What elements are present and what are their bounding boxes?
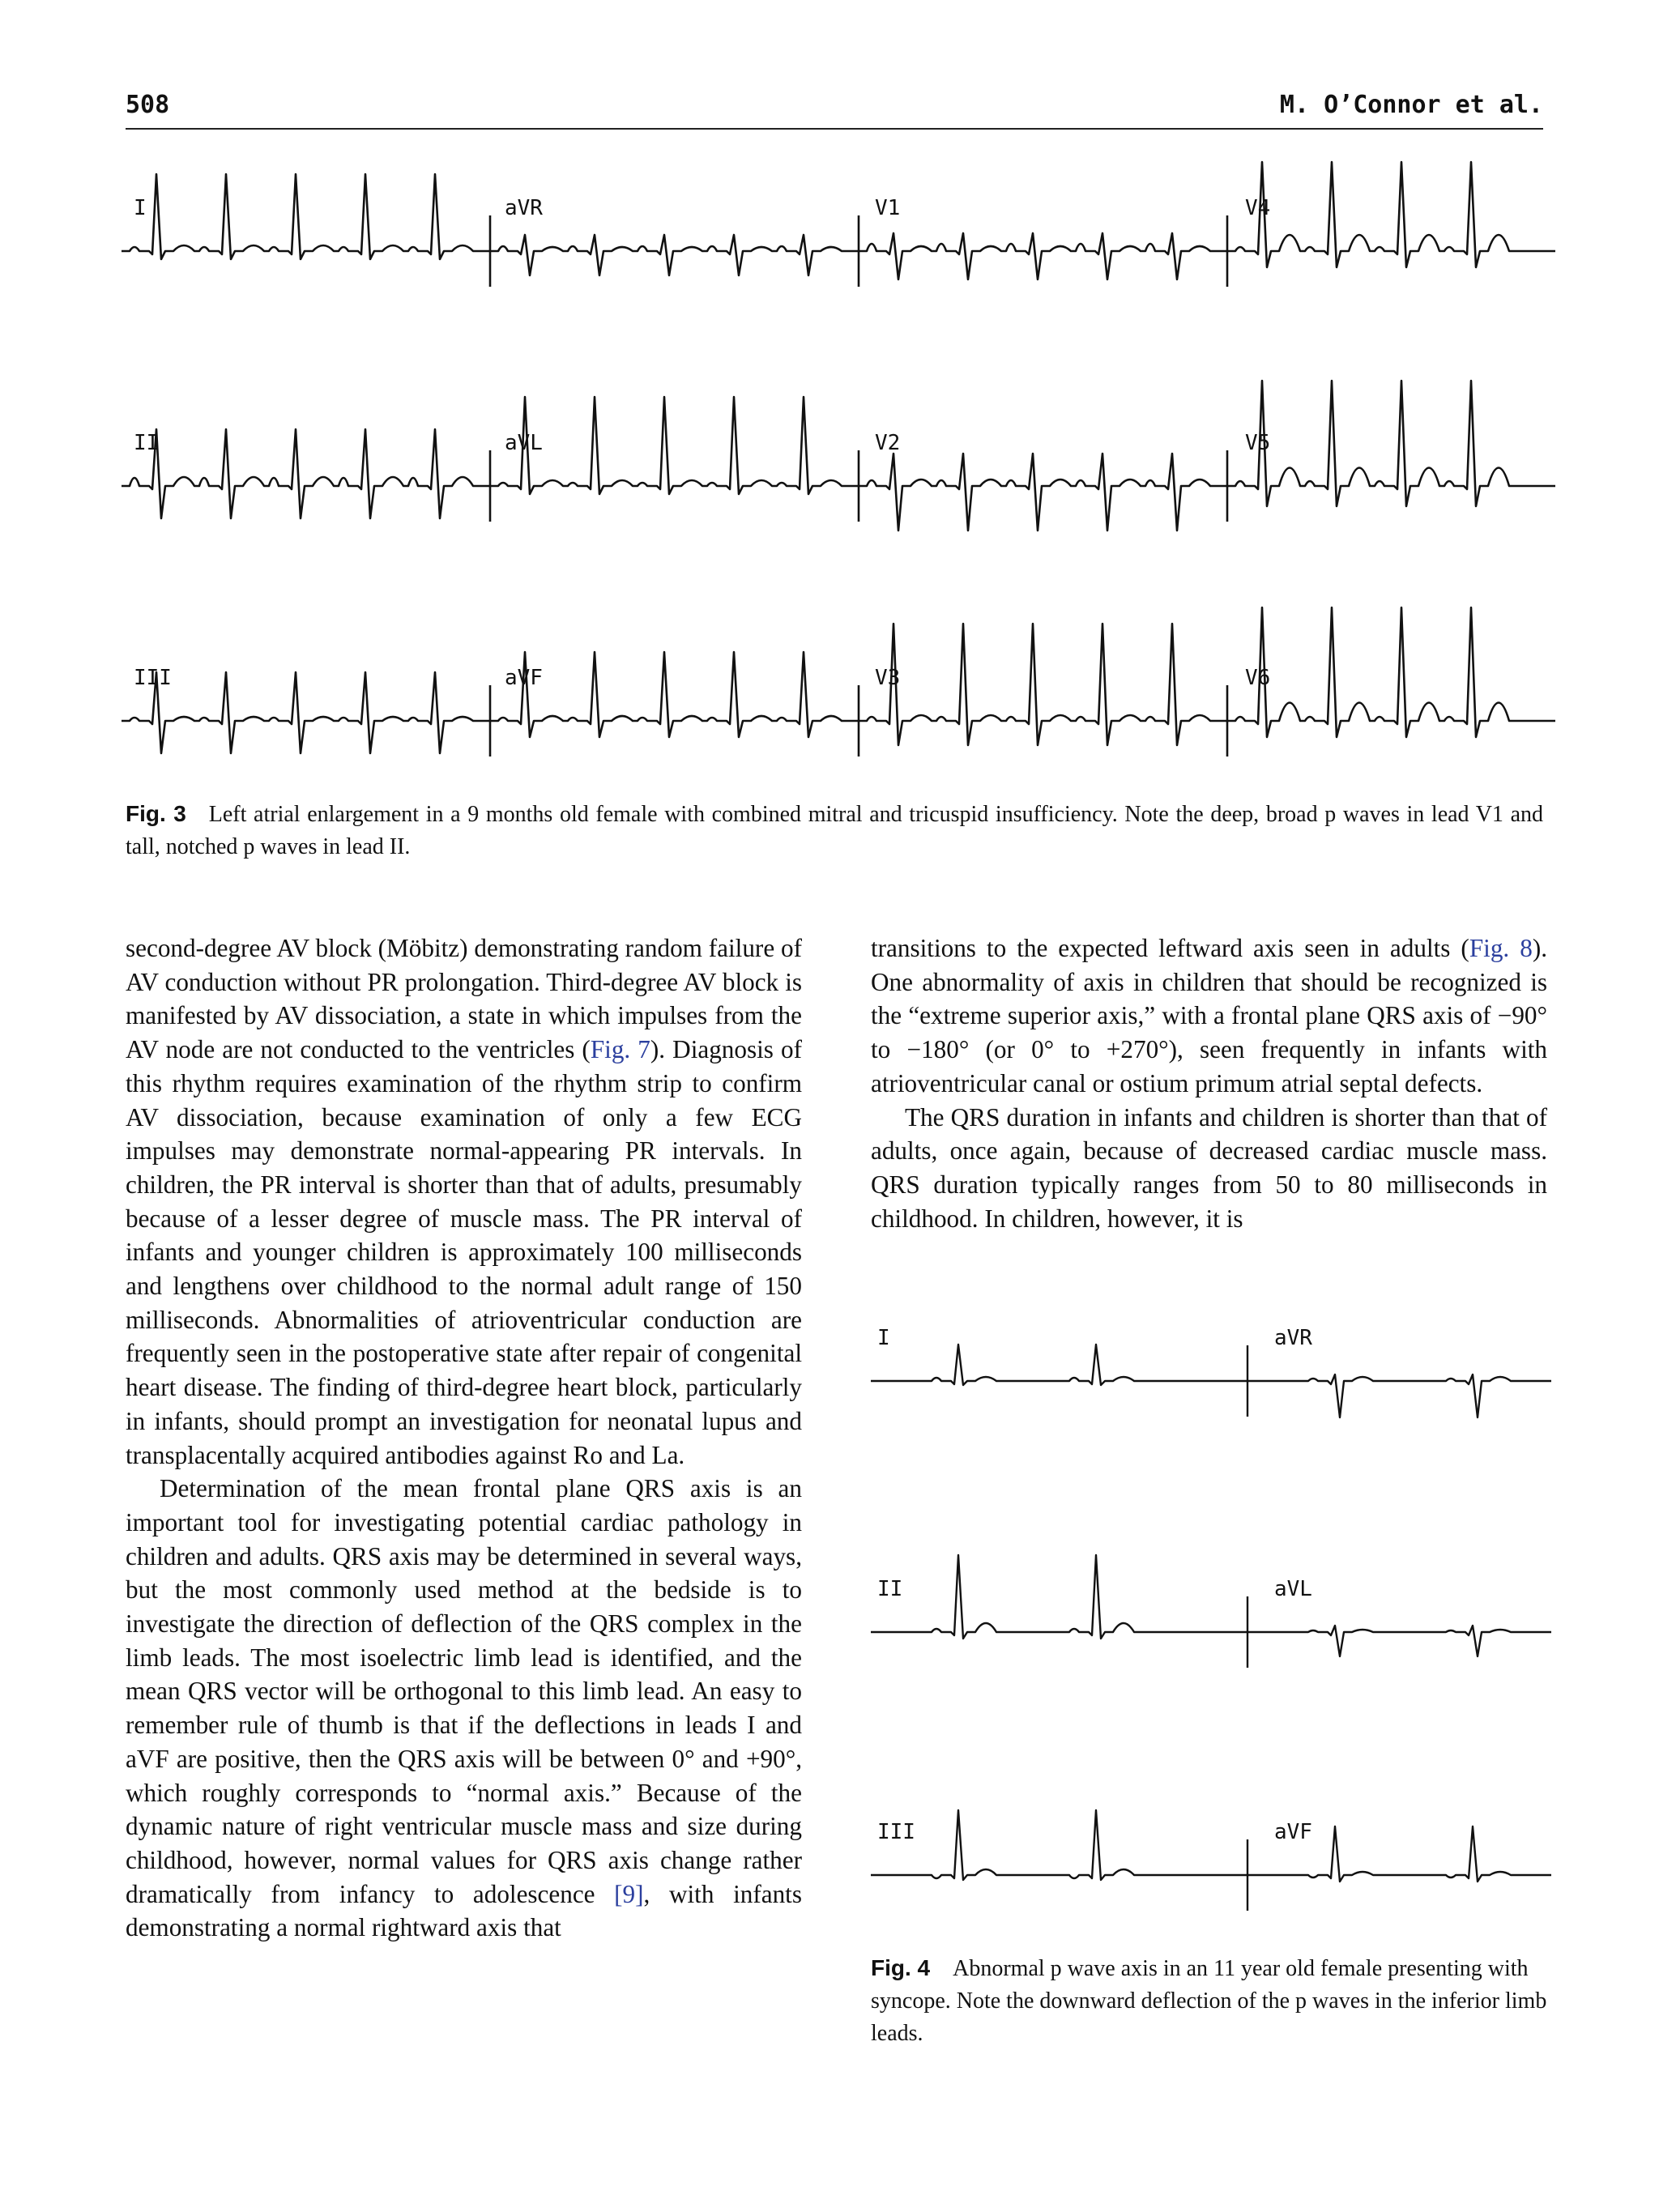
fig3-trace-r1-c1 (122, 174, 490, 259)
fig3-trace-r3-c2 (490, 652, 859, 737)
fig4-lead-label-aVL: aVL (1274, 1577, 1312, 1601)
lead-label-V6: V6 (1245, 666, 1271, 690)
right-paragraph-1 (871, 931, 1547, 1101)
figure-4-caption-text: Abnormal p wave axis in an 11 year old female presenting with syncope. Note the downward deflection of the p waves in the inferior limb leads. (871, 1956, 1547, 2046)
lead-label-V2: V2 (875, 431, 901, 455)
fig-7-link[interactable]: Fig. 7 (590, 1035, 650, 1064)
fig-8-link[interactable]: Fig. 8 (1469, 934, 1533, 962)
fig3-trace-r3-c4 (1227, 607, 1555, 737)
fig3-trace-r1-c4 (1227, 162, 1555, 267)
fig3-trace-r1-c2 (490, 235, 859, 275)
fig4-lead-label-III: III (877, 1820, 915, 1844)
left-paragraph-1-part-a: second-degree AV block (Möbitz) demonstrating random failure of AV conduction without PR prolongation. Third-degree AV block is manifested by AV dissociation, a state in which impulses from the AV node are not conducted to the ventricles ( (126, 934, 802, 1064)
fig4-trace-r2-c1 (871, 1555, 1247, 1639)
left-column-text (126, 931, 802, 1945)
lead-label-aVL: aVL (505, 431, 543, 455)
fig3-trace-r2-c3 (859, 454, 1227, 531)
figure-3-caption-text: Left atrial enlargement in a 9 months old female with combined mitral and tricuspid insufficiency. Note the deep, broad p waves in lead V1 and tall, notched p waves in lead II. (126, 802, 1543, 859)
fig4-lead-label-aVF: aVF (1274, 1820, 1312, 1844)
lead-label-aVR: aVR (505, 196, 543, 220)
fig4-trace-r2-c2 (1247, 1626, 1551, 1656)
figure-3-caption-label: Fig. 3 (126, 801, 186, 826)
right-paragraph-2: The QRS duration in infants and children is shorter than that of adults, once again, because of decreased cardiac muscle mass. QRS duration typically ranges from 50 to 80 milliseconds in childhood. In children, however, it is (871, 1102, 1547, 1233)
ref-9-link[interactable]: [9] (614, 1879, 644, 1908)
fig4-trace-r1-c1 (871, 1345, 1247, 1385)
lead-label-II: II (134, 431, 160, 455)
fig3-trace-r3-c1 (122, 672, 490, 753)
right-column-text (871, 931, 1547, 1235)
figure-3-caption (126, 798, 1543, 863)
lead-label-V3: V3 (875, 666, 901, 690)
fig3-trace-r2-c2 (490, 397, 859, 494)
lead-label-V4: V4 (1245, 196, 1271, 220)
left-paragraph-1 (126, 931, 802, 1472)
right-paragraph-1-part-a: transitions to the expected leftward axis seen in adults ( (871, 934, 1469, 962)
running-title-authors: M. O’Connor et al. (1279, 91, 1543, 119)
page-number: 508 (126, 91, 170, 119)
figure-4-caption (871, 1952, 1547, 2050)
running-header (126, 91, 1543, 130)
right-paragraph-1-part-b: ). One abnormality of axis in children that should be recognized is the “extreme superior axis,” with a frontal plane QRS axis of −90° to −180° (or 0° to +270°), seen frequently in infants with atrioventricular canal or ostium primum atrial septal defects. (871, 934, 1547, 1097)
lead-label-V5: V5 (1245, 431, 1271, 455)
lead-label-aVF: aVF (505, 666, 543, 690)
left-paragraph-1-part-b: ). Diagnosis of this rhythm requires examination of the rhythm strip to confirm AV dissociation, because examination of only a few ECG impulses may demonstrate normal-appearing PR intervals. In children, the PR interval is shorter than that of adults, presumably because of a lesser degree of muscle mass. The PR interval of infants and younger children is approximately 100 milliseconds and lengthens over childhood to the normal adult range of 150 milliseconds. Abnormalities of atrioventricular conduction are frequently seen in the postoperative state after repair of congenital heart disease. The finding of third-degree heart block, particularly in infants, should prompt an investigation for neonatal lupus and transplacentally acquired antibodies against Ro and La. (126, 1035, 802, 1469)
left-paragraph-2-part-b: , with infants demonstrating a normal rightward axis that (126, 1879, 802, 1942)
left-paragraph-2-part-a: Determination of the mean frontal plane QRS axis is an important tool for investigating potential cardiac pathology in children and adults. QRS axis may be determined in several ways, but the most commonly used method at the bedside is to investigate the direction of deflection of the QRS complex in the limb leads. The most isoelectric limb lead is identified, and the mean QRS vector will be orthogonal to this limb lead. An easy to remember rule of thumb is that if the deflections in leads I and aVF are positive, then the QRS axis will be between 0° and +90°, which roughly corresponds to “normal axis.” Because of the dynamic nature of right ventricular muscle mass and size during childhood, however, normal values for QRS axis change rather dramatically from infancy to adolescence (126, 1474, 802, 1908)
lead-label-III: III (134, 666, 172, 690)
fig4-trace-r1-c2 (1247, 1375, 1551, 1417)
fig3-trace-r3-c3 (859, 624, 1227, 745)
fig3-trace-r1-c3 (859, 233, 1227, 279)
fig4-trace-r3-c1 (871, 1810, 1247, 1880)
fig4-lead-label-II: II (877, 1577, 903, 1601)
figure-4-caption-label: Fig. 4 (871, 1955, 931, 1980)
fig4-lead-label-aVR: aVR (1274, 1326, 1312, 1350)
figure-3-ecg (122, 150, 1555, 782)
fig3-trace-r2-c4 (1227, 381, 1555, 506)
lead-label-I: I (134, 196, 147, 220)
fig4-lead-label-I: I (877, 1326, 890, 1350)
lead-label-V1: V1 (875, 196, 901, 220)
left-paragraph-2 (126, 1472, 802, 1945)
figure-4-ecg (871, 1312, 1551, 1944)
fig3-trace-r2-c1 (122, 429, 490, 518)
